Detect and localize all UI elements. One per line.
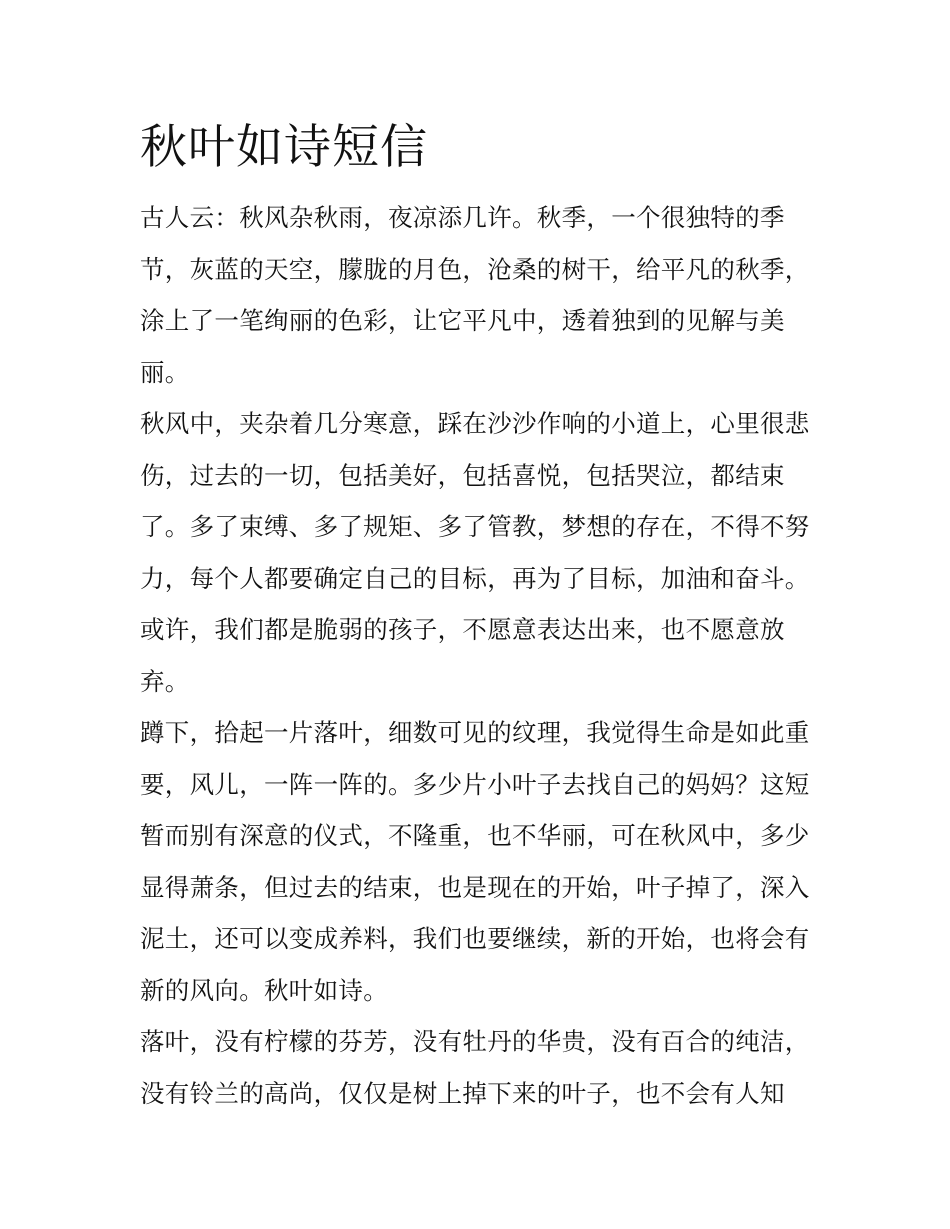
- paragraph-3: 蹲下，拾起一片落叶，细数可见的纹理，我觉得生命是如此重要，风儿，一阵一阵的。多少片小叶子去找自己的妈妈？这短暂而别有深意的仪式，不隆重，也不华丽，可在秋风中，多少显得萧条，但过去的结束，也是现在的开始，叶子掉了，深入泥土，还可以变成养料，我们也要继续，新的开始，也将会有新的风向。秋叶如诗。: [140, 718, 810, 1005]
- paragraph-4: 落叶，没有柠檬的芬芳，没有牡丹的华贵，没有百合的纯洁，没有铃兰的高尚，仅仅是树上掉下来的叶子，也不会有人知: [140, 1027, 810, 1108]
- document-body: [140, 192, 812, 1119]
- document-title: 秋叶如诗短信: [140, 120, 428, 175]
- paragraph-1: 古人云：秋风杂秋雨，夜凉添几许。秋季，一个很独特的季节，灰蓝的天空，朦胧的月色，沧桑的树干，给平凡的秋季，涂上了一笔绚丽的色彩，让它平凡中，透着独到的见解与美丽。: [140, 203, 810, 387]
- paragraph-2: 秋风中，夹杂着几分寒意，踩在沙沙作响的小道上，心里很悲伤，过去的一切，包括美好，包括喜悦，包括哭泣，都结束了。多了束缚、多了规矩、多了管教，梦想的存在，不得不努力，每个人都要确定自己的目标，再为了目标，加油和奋斗。或许，我们都是脆弱的孩子，不愿意表达出来，也不愿意放弃。: [140, 409, 810, 696]
- document-page: [140, 112, 812, 1119]
